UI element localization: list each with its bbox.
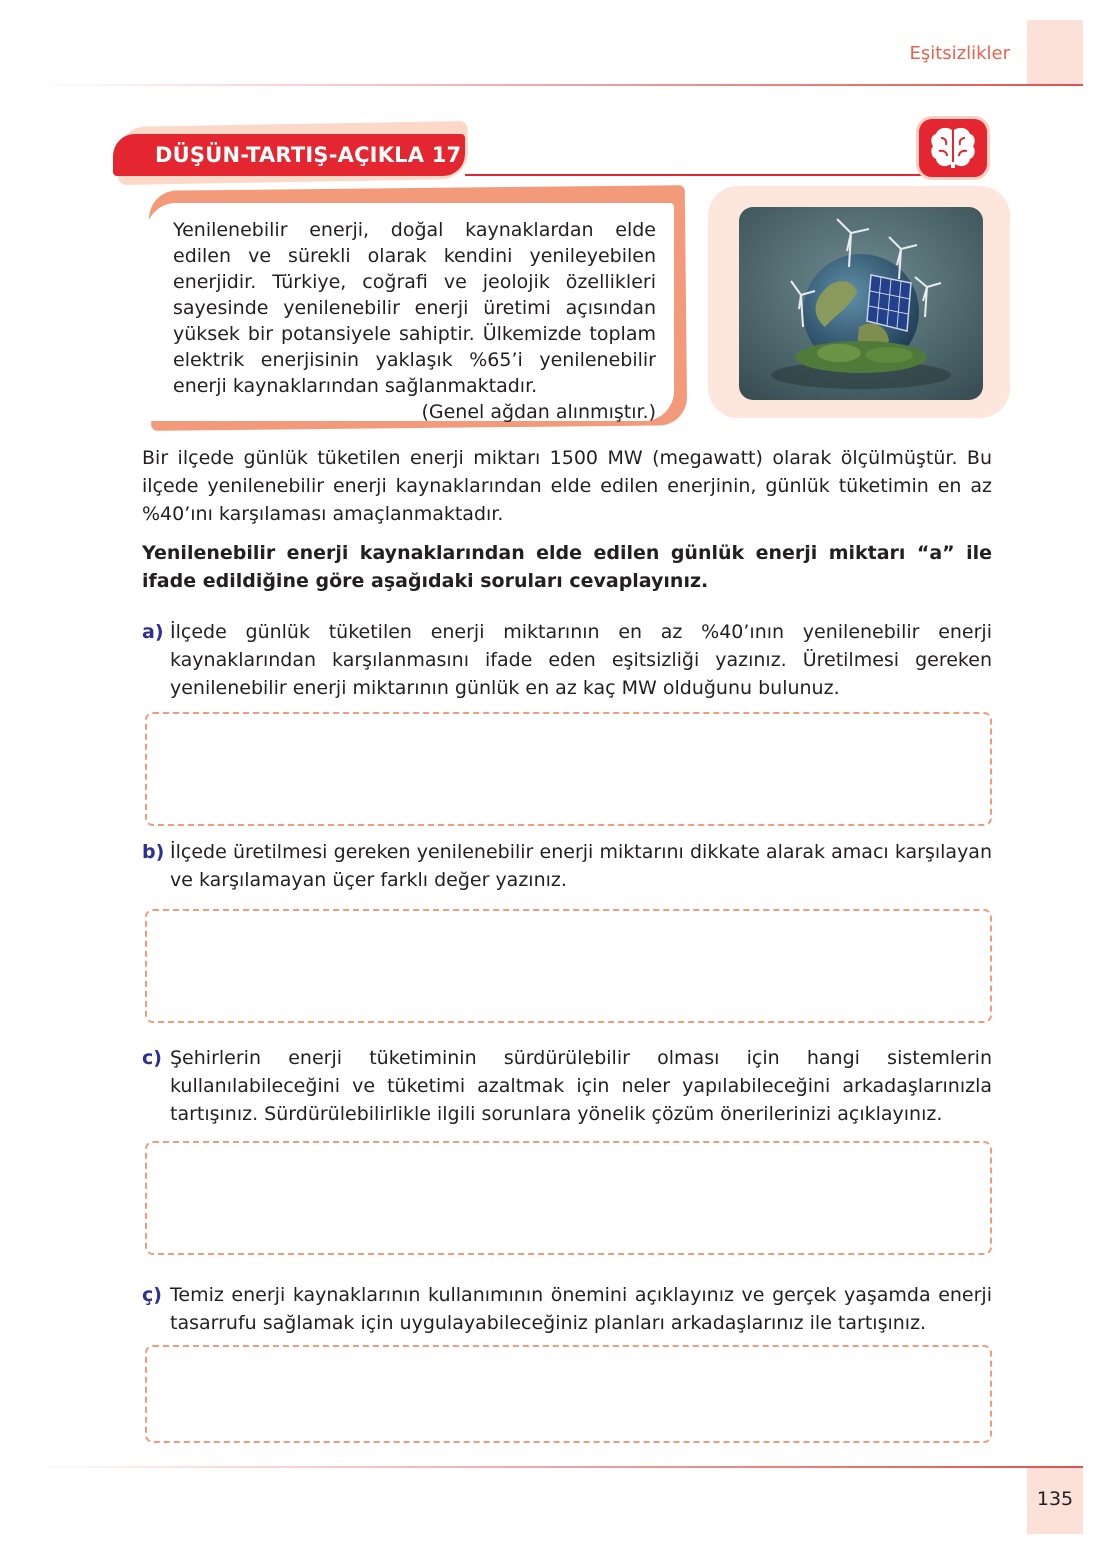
info-text: Yenilenebilir enerji, doğal kaynaklardan elde edilen ve sürekli olarak kendini yenileyebilen enerjidir. Türkiye, coğrafi ve jeolojik özellikleri sayesinde yenilenebilir enerji üretimi açısından yüksek bir potansiyele sahiptir. Ülkemizde toplam elektrik enerjisinin yaklaşık %65’i yenilenebilir enerji kaynaklarından sağlanmaktadır. (Genel ağdan alınmıştır.) bbox=[173, 219, 656, 423]
instruction-paragraph: Yenilenebilir enerji kaynaklarından elde edilen günlük enerji miktarı “a” ile ifade edildiğine göre aşağıdaki soruları cevaplayınız. bbox=[142, 542, 992, 592]
answer-box-a[interactable] bbox=[145, 712, 992, 826]
question-text: Şehirlerin enerji tüketiminin sürdürülebilir olması için hangi sistemlerin kullanılabileceğini ve tüketimi azaltmak için neler yapılabileceğini arkadaşlarınızla tartışınız. Sürdürülebilirlikle ilgili sorunlara yönelik çözüm önerilerinizi açıklayınız. bbox=[170, 1047, 992, 1125]
question-label: ç) bbox=[142, 1284, 162, 1306]
page-number: 135 bbox=[1036, 1488, 1074, 1510]
intro-paragraph: Bir ilçede günlük tüketilen enerji miktarı 1500 MW (megawatt) olarak ölçülmüştür. Bu ilçede yenilenebilir enerji kaynaklarından elde edilen enerjinin, günlük tüketimin en az %40’ını karşılaması amaçlanmaktadır. bbox=[142, 447, 992, 525]
question-text: İlçede üretilmesi gereken yenilenebilir enerji miktarını dikkate alarak amacı karşılayan ve karşılamayan üçer farklı değer yazınız. bbox=[170, 841, 992, 891]
question-b bbox=[142, 838, 992, 894]
footer-divider bbox=[20, 1466, 1083, 1468]
banner-underline bbox=[465, 174, 925, 176]
earth-windturbine-image bbox=[739, 207, 983, 400]
question-c bbox=[142, 1044, 992, 1128]
chapter-title: Eşitsizlikler bbox=[909, 43, 1010, 64]
header-tab bbox=[1027, 20, 1083, 84]
brain-icon bbox=[916, 116, 990, 180]
source-note: (Genel ağdan alınmıştır.) bbox=[421, 401, 656, 423]
question-text: Temiz enerji kaynaklarının kullanımının önemini açıklayınız ve gerçek yaşamda enerji tasarrufu sağlamak için uygulayabileceğiniz planları arkadaşlarınız ile tartışınız. bbox=[170, 1284, 992, 1334]
answer-box-c[interactable] bbox=[145, 1141, 992, 1255]
question-a bbox=[142, 618, 992, 702]
answer-box-cedilla[interactable] bbox=[145, 1345, 992, 1443]
question-label: b) bbox=[142, 841, 165, 863]
question-label: a) bbox=[142, 621, 164, 643]
question-text: İlçede günlük tüketilen enerji miktarının en az %40’ının yenilenebilir enerji kaynaklarından karşılanmasını ifade eden eşitsizliği yazınız. Üretilmesi gereken yenilenebilir enerji miktarının günlük en az kaç MW olduğunu bulunuz. bbox=[170, 621, 992, 699]
question-cedilla bbox=[142, 1281, 992, 1337]
section-title: DÜŞÜN-TARTIŞ-AÇIKLA 17 bbox=[113, 134, 465, 176]
answer-box-b[interactable] bbox=[145, 909, 992, 1023]
info-card bbox=[146, 203, 674, 421]
question-label: c) bbox=[142, 1047, 162, 1069]
header-divider bbox=[30, 84, 1083, 86]
